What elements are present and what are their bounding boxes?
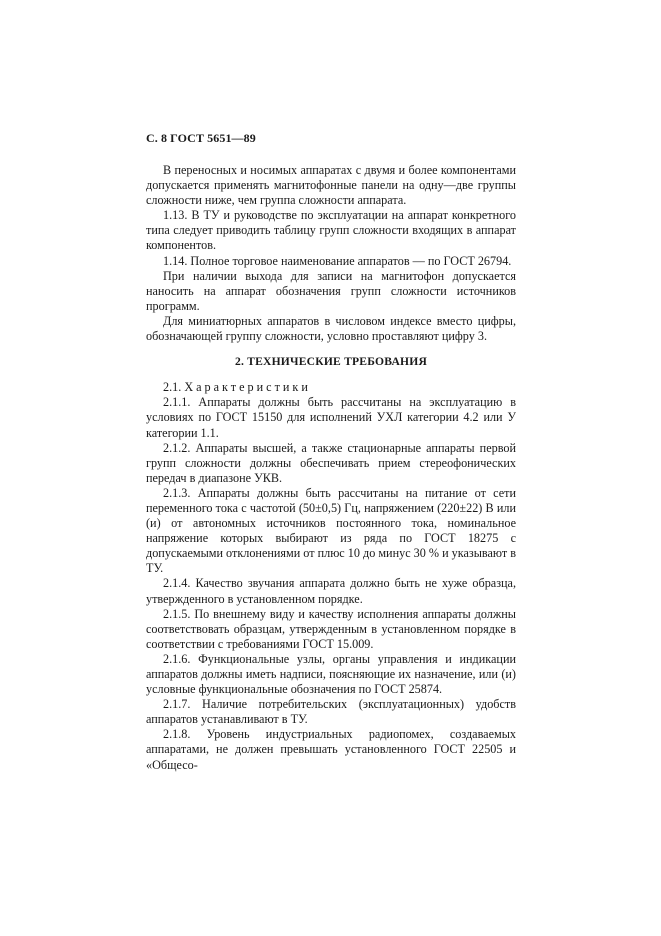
paragraph: При наличии выхода для записи на магнитофон допускается наносить на аппарат обозначения групп сложности источников программ. xyxy=(146,268,516,313)
paragraph: 2.1.5. По внешнему виду и качеству исполнения аппараты должны соответствовать образцам, утвержденным в установленном порядке в соответствии с требованиями ГОСТ 15.009. xyxy=(146,606,516,651)
paragraph: 1.14. Полное торговое наименование аппаратов — по ГОСТ 26794. xyxy=(163,253,512,268)
paragraph: 2.1.8. Уровень индустриальных радиопомех, создаваемых аппаратами, не должен превышать установленного ГОСТ 22505 и «Общесо- xyxy=(146,727,516,772)
paragraph: Для миниатюрных аппаратов в числовом индексе вместо цифры, обозначающей группу сложности, условно проставляют цифру 3. xyxy=(146,313,516,344)
document-body xyxy=(146,157,516,773)
subsection-title: Характеристики xyxy=(184,380,311,395)
paragraph: 2.1.6. Функциональные узлы, органы управления и индикации аппаратов должны иметь надписи, поясняющие их назначение, или (и) условные функциональные обозначения по ГОСТ 25874. xyxy=(146,651,516,697)
paragraph: 2.1.7. Наличие потребительских (эксплуатационных) удобств аппаратов устанавливают в ТУ. xyxy=(146,697,516,727)
paragraph: 2.1.3. Аппараты должны быть рассчитаны на питание от сети переменного тока с частотой (50±0,5) Гц, напряжением (220±22) В или (и) от автономных источников постоянного тока, номинальное напряжение которых выбирают из ряда по ГОСТ 18275 с допускаемыми отклонениями от плюс 10 до минус 30 % и указывают в ТУ. xyxy=(146,485,516,576)
paragraph: 2.1.2. Аппараты высшей, а также стационарные аппараты первой групп сложности должны обеспечивать прием стереофонических передач в диапазоне УКВ. xyxy=(146,440,516,485)
page-header: С. 8 ГОСТ 5651—89 xyxy=(146,131,256,145)
paragraph: 2.1.1. Аппараты должны быть рассчитаны на эксплуатацию в условиях по ГОСТ 15150 для исполнений УХЛ категории 4.2 или У категории 1.1. xyxy=(146,395,516,440)
paragraph: 1.13. В ТУ и руководстве по эксплуатации на аппарат конкретного типа следует приводить таблицу групп сложности входящих в аппарат компонентов. xyxy=(146,208,516,253)
subsection-heading xyxy=(146,380,516,395)
subsection-number: 2.1. xyxy=(163,380,182,395)
paragraph: 2.1.4. Качество звучания аппарата должно быть не хуже образца, утвержденного в установленном порядке. xyxy=(146,576,516,606)
paragraph: В переносных и носимых аппаратах с двумя и более компонентами допускается применять магнитофонные панели на одну—две группы сложности ниже, чем группа сложности аппарата. xyxy=(146,163,516,208)
section-title: 2. ТЕХНИЧЕСКИЕ ТРЕБОВАНИЯ xyxy=(234,355,428,369)
